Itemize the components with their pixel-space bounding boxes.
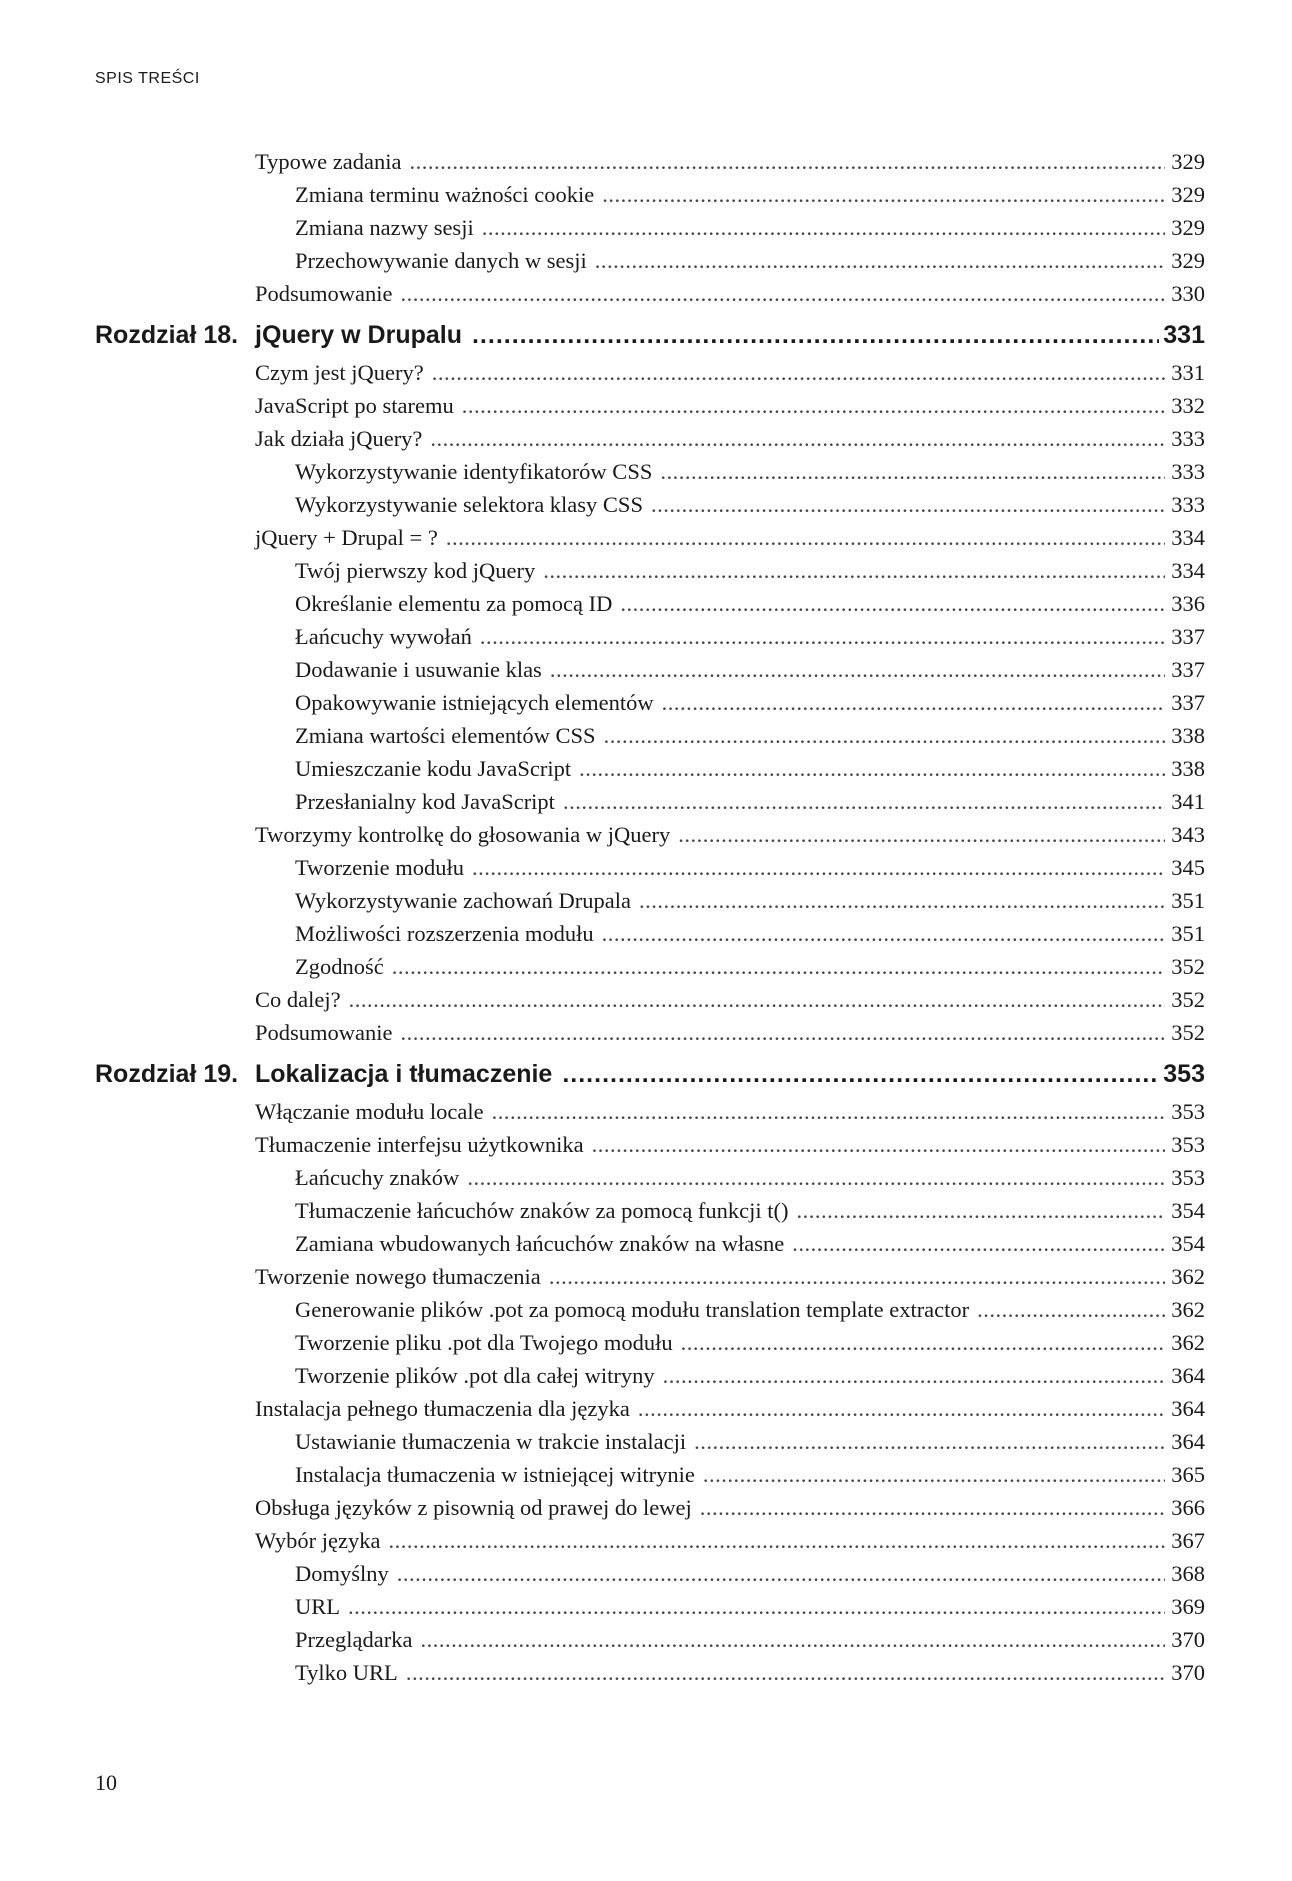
leader-dots: [639, 884, 1165, 917]
leader-dots: [348, 1590, 1165, 1623]
toc-entry: [95, 587, 1205, 620]
chapter-label: Rozdział 18.: [95, 321, 239, 349]
entry-title: Ustawianie tłumaczenia w trakcie instalacji: [295, 1429, 687, 1454]
toc-entry: [95, 719, 1205, 752]
entry-title: jQuery + Drupal = ?: [255, 525, 438, 550]
entry-title: Tworzymy kontrolkę do głosowania w jQuery: [255, 822, 671, 847]
entry-page: 352: [1171, 987, 1205, 1012]
entry-title: Tylko URL: [295, 1660, 398, 1685]
entry-title: Łańcuchy znaków: [295, 1165, 460, 1190]
entry-page: 329: [1171, 182, 1205, 207]
entry-title: Wykorzystywanie zachowań Drupala: [295, 888, 632, 913]
entry-title: Co dalej?: [255, 987, 341, 1012]
leader-dots: [430, 422, 1165, 455]
leader-dots: [482, 211, 1165, 244]
leader-dots: [678, 818, 1165, 851]
toc-entry: [95, 950, 1205, 983]
entry-title: Zmiana nazwy sesji: [295, 215, 474, 240]
entry-title: Włączanie modułu locale: [255, 1099, 484, 1124]
entry-page: 352: [1171, 1020, 1205, 1045]
entry-page: 352: [1171, 954, 1205, 979]
entry-page: 365: [1171, 1462, 1205, 1487]
leader-dots: [492, 1095, 1165, 1128]
leader-dots: [694, 1425, 1165, 1458]
entry-page: 351: [1171, 888, 1205, 913]
leader-dots: [432, 356, 1165, 389]
entry-page: 362: [1171, 1264, 1205, 1289]
entry-title: Tłumaczenie interfejsu użytkownika: [255, 1132, 584, 1157]
toc-entry: [95, 785, 1205, 818]
entry-page: 336: [1171, 591, 1205, 616]
entry-page: 329: [1171, 248, 1205, 273]
entry-page: 334: [1171, 525, 1205, 550]
toc-entry: [95, 455, 1205, 488]
leader-dots: [462, 389, 1165, 422]
toc-entry: [95, 686, 1205, 719]
toc-entry: [95, 884, 1205, 917]
toc-entry: [95, 1095, 1205, 1128]
entry-page: 334: [1171, 558, 1205, 583]
entry-page: 329: [1171, 149, 1205, 174]
entry-page: 333: [1171, 459, 1205, 484]
toc-entry: [95, 1016, 1205, 1049]
toc-entry: [95, 752, 1205, 785]
entry-title: Obsługa języków z pisownią od prawej do lewej: [255, 1495, 692, 1520]
entry-page: 338: [1171, 756, 1205, 781]
entry-page: 354: [1171, 1198, 1205, 1223]
toc-entry: [95, 244, 1205, 277]
chapter-page: 331: [1163, 321, 1205, 349]
entry-page: 364: [1171, 1429, 1205, 1454]
entry-title: Dodawanie i usuwanie klas: [295, 657, 542, 682]
entry-title: Typowe zadania: [255, 149, 402, 174]
entry-title: Określanie elementu za pomocą ID: [295, 591, 613, 616]
entry-page: 333: [1171, 426, 1205, 451]
toc-entry: [95, 554, 1205, 587]
entry-page: 368: [1171, 1561, 1205, 1586]
toc-entry: [95, 178, 1205, 211]
entry-page: 338: [1171, 723, 1205, 748]
leader-dots: [420, 1623, 1165, 1656]
leader-dots: [406, 1656, 1165, 1689]
toc-entry: [95, 521, 1205, 554]
toc-entry: [95, 1458, 1205, 1491]
leader-dots: [703, 1458, 1165, 1491]
entry-page: 329: [1171, 215, 1205, 240]
leader-dots: [602, 178, 1165, 211]
entry-title: Tworzenie plików .pot dla całej witryny: [295, 1363, 655, 1388]
entry-title: Tłumaczenie łańcuchów znaków za pomocą funkcji t(): [295, 1198, 789, 1223]
entry-page: 353: [1171, 1099, 1205, 1124]
toc-entry: [95, 1260, 1205, 1293]
entry-page: 367: [1171, 1528, 1205, 1553]
toc-entry: [95, 1656, 1205, 1689]
leader-dots: [620, 587, 1165, 620]
entry-page: 362: [1171, 1330, 1205, 1355]
toc-entry: [95, 653, 1205, 686]
leader-dots: [977, 1293, 1165, 1326]
entry-page: 332: [1171, 393, 1205, 418]
leader-dots: [602, 917, 1165, 950]
entry-title: JavaScript po staremu: [255, 393, 454, 418]
toc-entry: [95, 1491, 1205, 1524]
leader-dots: [349, 983, 1165, 1016]
leader-dots: [579, 752, 1165, 785]
leader-dots: [651, 488, 1165, 521]
toc-entry: [95, 1161, 1205, 1194]
leader-dots: [549, 1260, 1165, 1293]
entry-title: Tworzenie modułu: [295, 855, 465, 880]
entry-page: 362: [1171, 1297, 1205, 1322]
toc-entry: [95, 488, 1205, 521]
toc-entry: [95, 211, 1205, 244]
entry-title: Generowanie plików .pot za pomocą modułu translation template extractor: [295, 1297, 970, 1322]
entry-title: Opakowywanie istniejących elementów: [295, 690, 654, 715]
entry-title: Wykorzystywanie identyfikatorów CSS: [295, 459, 653, 484]
entry-page: 345: [1171, 855, 1205, 880]
leader-dots: [562, 1053, 1159, 1095]
leader-dots: [700, 1491, 1165, 1524]
entry-page: 337: [1171, 657, 1205, 682]
entry-title: Jak działa jQuery?: [255, 426, 423, 451]
leader-dots: [662, 686, 1165, 719]
leader-dots: [446, 521, 1165, 554]
entry-title: Wykorzystywanie selektora klasy CSS: [295, 492, 643, 517]
entry-page: 353: [1171, 1132, 1205, 1157]
toc-entry: [95, 1392, 1205, 1425]
toc-chapter-heading: [95, 1053, 1205, 1095]
entry-title: URL: [295, 1594, 340, 1619]
leader-dots: [543, 554, 1165, 587]
toc-entry: [95, 818, 1205, 851]
toc-entry: [95, 1425, 1205, 1458]
leader-dots: [592, 1128, 1165, 1161]
toc-entry: [95, 1557, 1205, 1590]
toc-entry: [95, 1194, 1205, 1227]
entry-title: Instalacja pełnego tłumaczenia dla języka: [255, 1396, 630, 1421]
leader-dots: [409, 145, 1165, 178]
toc-entry: [95, 356, 1205, 389]
toc-entry: [95, 851, 1205, 884]
toc-entry: [95, 1359, 1205, 1392]
leader-dots: [401, 277, 1166, 310]
entry-title: Domyślny: [295, 1561, 389, 1586]
leader-dots: [663, 1359, 1165, 1392]
toc-entry: [95, 1623, 1205, 1656]
entry-page: 330: [1171, 281, 1205, 306]
toc-entry: [95, 917, 1205, 950]
leader-dots: [681, 1326, 1165, 1359]
entry-page: 337: [1171, 624, 1205, 649]
toc-entry: [95, 1326, 1205, 1359]
entry-page: 337: [1171, 690, 1205, 715]
entry-title: Podsumowanie: [255, 1020, 393, 1045]
chapter-title: Lokalizacja i tłumaczenie: [255, 1060, 553, 1088]
toc-entry: [95, 145, 1205, 178]
entry-title: Zmiana terminu ważności cookie: [295, 182, 595, 207]
leader-dots: [638, 1392, 1165, 1425]
leader-dots: [467, 1161, 1165, 1194]
leader-dots: [472, 851, 1165, 884]
entry-title: Tworzenie nowego tłumaczenia: [255, 1264, 541, 1289]
toc-entry: [95, 1590, 1205, 1623]
entry-title: Możliwości rozszerzenia modułu: [295, 921, 594, 946]
entry-title: Czym jest jQuery?: [255, 360, 424, 385]
entry-page: 331: [1171, 360, 1205, 385]
entry-title: Podsumowanie: [255, 281, 393, 306]
entry-title: Zgodność: [295, 954, 384, 979]
toc-entry: [95, 620, 1205, 653]
entry-page: 333: [1171, 492, 1205, 517]
entry-title: Przesłanialny kod JavaScript: [295, 789, 555, 814]
toc-entry: [95, 277, 1205, 310]
leader-dots: [388, 1524, 1165, 1557]
leader-dots: [660, 455, 1165, 488]
chapter-label: Rozdział 19.: [95, 1060, 239, 1088]
chapter-title: jQuery w Drupalu: [255, 321, 462, 349]
toc-entry: [95, 422, 1205, 455]
toc-entry: [95, 1524, 1205, 1557]
table-of-contents: [95, 145, 1205, 1689]
entry-title: Przeglądarka: [295, 1627, 413, 1652]
leader-dots: [472, 314, 1159, 356]
entry-page: 370: [1171, 1627, 1205, 1652]
toc-chapter-heading: [95, 314, 1205, 356]
entry-page: 341: [1171, 789, 1205, 814]
leader-dots: [401, 1016, 1166, 1049]
entry-title: Wybór języka: [255, 1528, 381, 1553]
entry-page: 364: [1171, 1363, 1205, 1388]
leader-dots: [604, 719, 1165, 752]
leader-dots: [792, 1227, 1165, 1260]
entry-title: Przechowywanie danych w sesji: [295, 248, 587, 273]
leader-dots: [392, 950, 1165, 983]
leader-dots: [595, 244, 1165, 277]
toc-entry: [95, 983, 1205, 1016]
toc-entry: [95, 1227, 1205, 1260]
entry-title: Instalacja tłumaczenia w istniejącej witrynie: [295, 1462, 695, 1487]
leader-dots: [563, 785, 1165, 818]
entry-title: Łańcuchy wywołań: [295, 624, 472, 649]
entry-title: Twój pierwszy kod jQuery: [295, 558, 536, 583]
entry-title: Zmiana wartości elementów CSS: [295, 723, 596, 748]
entry-title: Umieszczanie kodu JavaScript: [295, 756, 572, 781]
toc-entry: [95, 1128, 1205, 1161]
entry-title: Tworzenie pliku .pot dla Twojego modułu: [295, 1330, 673, 1355]
entry-title: Zamiana wbudowanych łańcuchów znaków na własne: [295, 1231, 785, 1256]
leader-dots: [797, 1194, 1165, 1227]
leader-dots: [480, 620, 1165, 653]
leader-dots: [397, 1557, 1165, 1590]
toc-entry: [95, 1293, 1205, 1326]
chapter-page: 353: [1163, 1060, 1205, 1088]
entry-page: 370: [1171, 1660, 1205, 1685]
leader-dots: [550, 653, 1165, 686]
entry-page: 369: [1171, 1594, 1205, 1619]
page-number: 10: [95, 1770, 117, 1795]
entry-page: 343: [1171, 822, 1205, 847]
running-head: SPIS TREŚCI: [95, 70, 200, 87]
entry-page: 353: [1171, 1165, 1205, 1190]
entry-page: 354: [1171, 1231, 1205, 1256]
toc-entry: [95, 389, 1205, 422]
entry-page: 366: [1171, 1495, 1205, 1520]
entry-page: 364: [1171, 1396, 1205, 1421]
entry-page: 351: [1171, 921, 1205, 946]
